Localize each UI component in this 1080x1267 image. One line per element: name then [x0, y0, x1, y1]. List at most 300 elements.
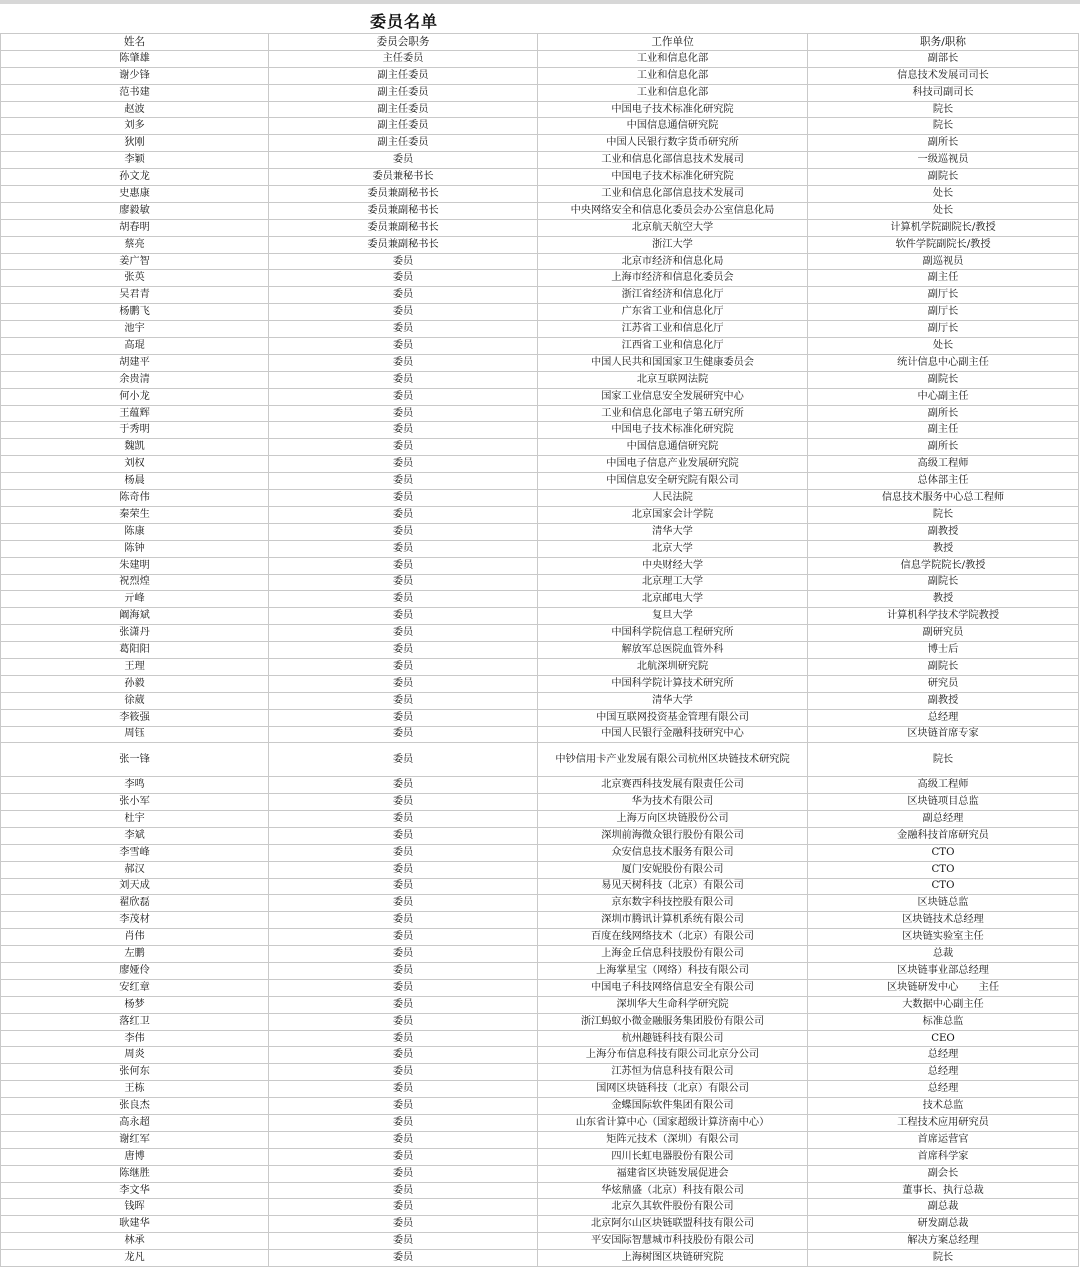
table-row [1, 253, 1079, 270]
cell-committee-role: 委员 [269, 1115, 538, 1132]
cell-position: 副厅长 [808, 321, 1079, 338]
table-row [1, 878, 1079, 895]
cell-committee-role: 委员 [269, 1064, 538, 1081]
cell-organization: 北京久其软件股份有限公司 [538, 1199, 808, 1216]
cell-committee-role: 委员 [269, 675, 538, 692]
cell-name: 秦荣生 [1, 506, 269, 523]
table-row [1, 371, 1079, 388]
cell-organization: 上海金丘信息科技股份有限公司 [538, 946, 808, 963]
table-row [1, 101, 1079, 118]
cell-name: 张英 [1, 270, 269, 287]
cell-position: CTO [808, 861, 1079, 878]
cell-committee-role: 委员 [269, 658, 538, 675]
cell-position: 首席运营官 [808, 1131, 1079, 1148]
cell-position: 副教授 [808, 692, 1079, 709]
table-row [1, 1199, 1079, 1216]
cell-organization: 京东数字科技控股有限公司 [538, 895, 808, 912]
cell-organization: 金蝶国际软件集团有限公司 [538, 1098, 808, 1115]
cell-position: 副主任 [808, 270, 1079, 287]
cell-organization: 国网区块链科技（北京）有限公司 [538, 1081, 808, 1098]
cell-name: 蔡亮 [1, 236, 269, 253]
table-row [1, 405, 1079, 422]
cell-position: 副教授 [808, 523, 1079, 540]
cell-organization: 矩阵元技术（深圳）有限公司 [538, 1131, 808, 1148]
cell-committee-role: 委员 [269, 844, 538, 861]
cell-name: 安红章 [1, 979, 269, 996]
committee-members-table [0, 33, 1079, 1267]
cell-position: 院长 [808, 118, 1079, 135]
cell-position: 院长 [808, 506, 1079, 523]
cell-committee-role: 委员 [269, 709, 538, 726]
table-row [1, 506, 1079, 523]
cell-organization: 浙江省经济和信息化厅 [538, 287, 808, 304]
table-row [1, 354, 1079, 371]
cell-committee-role: 委员 [269, 1013, 538, 1030]
cell-committee-role: 委员 [269, 1165, 538, 1182]
cell-name: 何小龙 [1, 388, 269, 405]
cell-name: 李颖 [1, 152, 269, 169]
table-row [1, 135, 1079, 152]
cell-organization: 解放军总医院血管外科 [538, 642, 808, 659]
table-row [1, 1098, 1079, 1115]
cell-committee-role: 委员 [269, 506, 538, 523]
cell-organization: 中钞信用卡产业发展有限公司杭州区块链技术研究院 [538, 743, 808, 777]
cell-name: 杨鹏飞 [1, 304, 269, 321]
cell-organization: 中国电子科技网络信息安全有限公司 [538, 979, 808, 996]
cell-name: 陈奇伟 [1, 490, 269, 507]
cell-name: 肖伟 [1, 929, 269, 946]
cell-organization: 中央网络安全和信息化委员会办公室信息化局 [538, 202, 808, 219]
cell-name: 林承 [1, 1233, 269, 1250]
cell-name: 王栋 [1, 1081, 269, 1098]
table-row [1, 709, 1079, 726]
cell-organization: 清华大学 [538, 523, 808, 540]
cell-committee-role: 委员兼副秘书长 [269, 236, 538, 253]
cell-position: 副巡视员 [808, 253, 1079, 270]
cell-organization: 北京理工大学 [538, 574, 808, 591]
cell-name: 张良杰 [1, 1098, 269, 1115]
cell-organization: 中国电子技术标准化研究院 [538, 422, 808, 439]
table-row [1, 118, 1079, 135]
cell-organization: 易见天树科技（北京）有限公司 [538, 878, 808, 895]
cell-position: 院长 [808, 101, 1079, 118]
cell-position: 处长 [808, 338, 1079, 355]
cell-organization: 国家工业信息安全发展研究中心 [538, 388, 808, 405]
table-row [1, 1148, 1079, 1165]
header-organization: 工作单位 [538, 34, 808, 51]
cell-name: 谢红军 [1, 1131, 269, 1148]
cell-position: 计算机学院副院长/教授 [808, 219, 1079, 236]
cell-position: 院长 [808, 743, 1079, 777]
cell-organization: 工业和信息化部电子第五研究所 [538, 405, 808, 422]
cell-committee-role: 委员 [269, 1216, 538, 1233]
cell-committee-role: 委员 [269, 540, 538, 557]
table-row [1, 456, 1079, 473]
cell-organization: 工业和信息化部信息技术发展司 [538, 186, 808, 203]
table-row [1, 810, 1079, 827]
table-row [1, 50, 1079, 67]
table-row [1, 202, 1079, 219]
cell-committee-role: 委员 [269, 354, 538, 371]
cell-organization: 工业和信息化部信息技术发展司 [538, 152, 808, 169]
cell-name: 高永超 [1, 1115, 269, 1132]
table-row [1, 827, 1079, 844]
cell-name: 杜宇 [1, 810, 269, 827]
cell-position: 区块链技术总经理 [808, 912, 1079, 929]
table-row [1, 608, 1079, 625]
cell-organization: 中国信息通信研究院 [538, 439, 808, 456]
cell-position: 副总裁 [808, 1199, 1079, 1216]
cell-committee-role: 委员 [269, 1131, 538, 1148]
table-row [1, 321, 1079, 338]
cell-organization: 江苏省工业和信息化厅 [538, 321, 808, 338]
cell-position: 区块链实验室主任 [808, 929, 1079, 946]
cell-position: 区块链项目总监 [808, 794, 1079, 811]
table-row [1, 1047, 1079, 1064]
cell-position: 教授 [808, 540, 1079, 557]
cell-position: 博士后 [808, 642, 1079, 659]
cell-committee-role: 委员 [269, 1047, 538, 1064]
cell-name: 阚海斌 [1, 608, 269, 625]
table-row [1, 186, 1079, 203]
cell-organization: 平安国际智慧城市科技股份有限公司 [538, 1233, 808, 1250]
table-row [1, 338, 1079, 355]
cell-name: 陈钟 [1, 540, 269, 557]
table-row [1, 1131, 1079, 1148]
table-row [1, 929, 1079, 946]
cell-position: 计算机科学技术学院教授 [808, 608, 1079, 625]
cell-organization: 中国科学院信息工程研究所 [538, 625, 808, 642]
cell-position: 总裁 [808, 946, 1079, 963]
cell-organization: 华为技术有限公司 [538, 794, 808, 811]
cell-position: 院长 [808, 1250, 1079, 1267]
cell-position: 金融科技首席研究员 [808, 827, 1079, 844]
table-row [1, 895, 1079, 912]
cell-committee-role: 委员 [269, 557, 538, 574]
cell-name: 李文华 [1, 1182, 269, 1199]
table-row [1, 1064, 1079, 1081]
cell-name: 祝烈煌 [1, 574, 269, 591]
table-row [1, 777, 1079, 794]
cell-name: 孙文龙 [1, 169, 269, 186]
cell-position: 副院长 [808, 371, 1079, 388]
cell-name: 狄刚 [1, 135, 269, 152]
table-header-row [1, 34, 1079, 51]
table-row [1, 963, 1079, 980]
cell-position: 技术总监 [808, 1098, 1079, 1115]
cell-name: 张小军 [1, 794, 269, 811]
cell-committee-role: 委员 [269, 591, 538, 608]
cell-committee-role: 副主任委员 [269, 118, 538, 135]
cell-name: 魏凯 [1, 439, 269, 456]
cell-position: 区块链事业部总经理 [808, 963, 1079, 980]
cell-organization: 工业和信息化部 [538, 67, 808, 84]
cell-organization: 中国人民银行金融科技研究中心 [538, 726, 808, 743]
cell-position: 研究员 [808, 675, 1079, 692]
cell-position: 教授 [808, 591, 1079, 608]
cell-name: 徐葳 [1, 692, 269, 709]
cell-committee-role: 委员 [269, 642, 538, 659]
cell-committee-role: 委员 [269, 456, 538, 473]
cell-name: 杨晨 [1, 473, 269, 490]
table-row [1, 1250, 1079, 1267]
cell-name: 左鹏 [1, 946, 269, 963]
cell-committee-role: 副主任委员 [269, 135, 538, 152]
cell-organization: 清华大学 [538, 692, 808, 709]
cell-position: 副所长 [808, 135, 1079, 152]
cell-committee-role: 委员 [269, 946, 538, 963]
cell-committee-role: 委员 [269, 1233, 538, 1250]
cell-name: 李茂材 [1, 912, 269, 929]
table-row [1, 996, 1079, 1013]
table-row [1, 946, 1079, 963]
cell-position: CTO [808, 844, 1079, 861]
cell-committee-role: 委员 [269, 1182, 538, 1199]
cell-name: 唐博 [1, 1148, 269, 1165]
cell-position: 高级工程师 [808, 456, 1079, 473]
cell-committee-role: 委员 [269, 1199, 538, 1216]
table-row [1, 473, 1079, 490]
table-row [1, 270, 1079, 287]
cell-name: 耿建华 [1, 1216, 269, 1233]
cell-committee-role: 委员 [269, 979, 538, 996]
cell-name: 李筱强 [1, 709, 269, 726]
cell-organization: 江苏恒为信息科技有限公司 [538, 1064, 808, 1081]
cell-organization: 中国电子技术标准化研究院 [538, 101, 808, 118]
cell-position: 副所长 [808, 405, 1079, 422]
header-committee-role: 委员会职务 [269, 34, 538, 51]
cell-organization: 北京大学 [538, 540, 808, 557]
cell-organization: 上海万向区块链股份公司 [538, 810, 808, 827]
table-row [1, 67, 1079, 84]
cell-organization: 中国信息安全研究院有限公司 [538, 473, 808, 490]
cell-name: 范书建 [1, 84, 269, 101]
cell-position: 副院长 [808, 658, 1079, 675]
cell-committee-role: 委员 [269, 608, 538, 625]
table-row [1, 675, 1079, 692]
cell-committee-role: 委员 [269, 338, 538, 355]
table-row [1, 422, 1079, 439]
cell-organization: 北京赛西科技发展有限责任公司 [538, 777, 808, 794]
table-row [1, 642, 1079, 659]
table-row [1, 1081, 1079, 1098]
cell-organization: 中国科学院计算技术研究所 [538, 675, 808, 692]
cell-name: 高琨 [1, 338, 269, 355]
cell-committee-role: 委员 [269, 1098, 538, 1115]
cell-position: 副研究员 [808, 625, 1079, 642]
table-row [1, 912, 1079, 929]
cell-name: 张潇丹 [1, 625, 269, 642]
cell-position: 一级巡视员 [808, 152, 1079, 169]
cell-organization: 上海分布信息科技有限公司北京分公司 [538, 1047, 808, 1064]
cell-position: 副厅长 [808, 304, 1079, 321]
table-row [1, 1182, 1079, 1199]
cell-committee-role: 委员 [269, 861, 538, 878]
table-row [1, 388, 1079, 405]
cell-name: 李鸣 [1, 777, 269, 794]
cell-organization: 华炫鼎盛（北京）科技有限公司 [538, 1182, 808, 1199]
cell-committee-role: 委员 [269, 794, 538, 811]
cell-position: 总经理 [808, 709, 1079, 726]
cell-position: 董事长、执行总裁 [808, 1182, 1079, 1199]
cell-organization: 中国人民共和国国家卫生健康委员会 [538, 354, 808, 371]
cell-position: 标准总监 [808, 1013, 1079, 1030]
cell-committee-role: 委员 [269, 490, 538, 507]
cell-position: 总经理 [808, 1064, 1079, 1081]
table-row [1, 1233, 1079, 1250]
table-row [1, 1216, 1079, 1233]
table-row [1, 844, 1079, 861]
cell-organization: 厦门安妮股份有限公司 [538, 861, 808, 878]
cell-organization: 复旦大学 [538, 608, 808, 625]
header-position: 职务/职称 [808, 34, 1079, 51]
cell-committee-role: 委员 [269, 523, 538, 540]
cell-name: 落红卫 [1, 1013, 269, 1030]
table-body [1, 34, 1079, 1267]
cell-organization: 深圳华大生命科学研究院 [538, 996, 808, 1013]
cell-name: 陈继胜 [1, 1165, 269, 1182]
cell-committee-role: 副主任委员 [269, 67, 538, 84]
cell-name: 池宇 [1, 321, 269, 338]
cell-position: 信息技术发展司司长 [808, 67, 1079, 84]
cell-committee-role: 委员 [269, 692, 538, 709]
header-name: 姓名 [1, 34, 269, 51]
cell-organization: 中国互联网投资基金管理有限公司 [538, 709, 808, 726]
table-row [1, 591, 1079, 608]
cell-position: 科技司副司长 [808, 84, 1079, 101]
cell-organization: 江西省工业和信息化厅 [538, 338, 808, 355]
cell-position: 工程技术应用研究员 [808, 1115, 1079, 1132]
cell-name: 亓峰 [1, 591, 269, 608]
cell-organization: 上海树图区块链研究院 [538, 1250, 808, 1267]
cell-committee-role: 委员 [269, 912, 538, 929]
cell-committee-role: 委员 [269, 878, 538, 895]
cell-name: 胡建平 [1, 354, 269, 371]
cell-position: 研发副总裁 [808, 1216, 1079, 1233]
cell-position: 副主任 [808, 422, 1079, 439]
cell-organization: 工业和信息化部 [538, 50, 808, 67]
cell-committee-role: 副主任委员 [269, 84, 538, 101]
cell-name: 赵波 [1, 101, 269, 118]
table-row [1, 236, 1079, 253]
cell-committee-role: 副主任委员 [269, 101, 538, 118]
page-title: 委员名单 [370, 12, 439, 31]
cell-position: 软件学院副院长/教授 [808, 236, 1079, 253]
cell-organization: 四川长虹电器股份有限公司 [538, 1148, 808, 1165]
cell-name: 钱晖 [1, 1199, 269, 1216]
cell-name: 葛阳阳 [1, 642, 269, 659]
cell-name: 王蕴辉 [1, 405, 269, 422]
cell-name: 刘天成 [1, 878, 269, 895]
cell-position: 区块链总监 [808, 895, 1079, 912]
cell-position: 区块链首席专家 [808, 726, 1079, 743]
cell-committee-role: 委员兼副秘书长 [269, 202, 538, 219]
cell-committee-role: 委员 [269, 473, 538, 490]
table-row [1, 861, 1079, 878]
table-row [1, 1013, 1079, 1030]
cell-committee-role: 委员兼副秘书长 [269, 186, 538, 203]
cell-committee-role: 委员兼副秘书长 [269, 219, 538, 236]
table-row [1, 625, 1079, 642]
cell-committee-role: 主任委员 [269, 50, 538, 67]
cell-name: 周炎 [1, 1047, 269, 1064]
table-row [1, 523, 1079, 540]
cell-organization: 北京市经济和信息化局 [538, 253, 808, 270]
cell-name: 李雪峰 [1, 844, 269, 861]
cell-position: 总经理 [808, 1047, 1079, 1064]
cell-position: 首席科学家 [808, 1148, 1079, 1165]
cell-organization: 深圳前海微众银行股份有限公司 [538, 827, 808, 844]
table-row [1, 1030, 1079, 1047]
cell-name: 陈康 [1, 523, 269, 540]
table-row [1, 152, 1079, 169]
cell-position: 区块链研发中心 主任 [808, 979, 1079, 996]
table-row [1, 1115, 1079, 1132]
cell-position: 中心副主任 [808, 388, 1079, 405]
cell-position: 信息技术服务中心总工程师 [808, 490, 1079, 507]
cell-organization: 上海掌星宝（网络）科技有限公司 [538, 963, 808, 980]
table-row [1, 540, 1079, 557]
cell-name: 吴君青 [1, 287, 269, 304]
cell-committee-role: 委员 [269, 270, 538, 287]
cell-name: 余贵清 [1, 371, 269, 388]
table-row [1, 574, 1079, 591]
cell-name: 姜广智 [1, 253, 269, 270]
cell-name: 李伟 [1, 1030, 269, 1047]
cell-organization: 中央财经大学 [538, 557, 808, 574]
cell-name: 翟欣磊 [1, 895, 269, 912]
cell-committee-role: 委员 [269, 726, 538, 743]
cell-position: CEO [808, 1030, 1079, 1047]
table-row [1, 743, 1079, 777]
cell-organization: 中国电子技术标准化研究院 [538, 169, 808, 186]
cell-position: 副院长 [808, 574, 1079, 591]
table-row [1, 490, 1079, 507]
cell-name: 廖毅敏 [1, 202, 269, 219]
cell-organization: 福建省区块链发展促进会 [538, 1165, 808, 1182]
cell-organization: 浙江大学 [538, 236, 808, 253]
cell-committee-role: 委员 [269, 810, 538, 827]
cell-organization: 广东省工业和信息化厅 [538, 304, 808, 321]
cell-name: 周钰 [1, 726, 269, 743]
cell-organization: 百度在线网络技术（北京）有限公司 [538, 929, 808, 946]
table-row [1, 169, 1079, 186]
cell-name: 李斌 [1, 827, 269, 844]
cell-committee-role: 委员 [269, 574, 538, 591]
cell-committee-role: 委员 [269, 1081, 538, 1098]
table-row [1, 439, 1079, 456]
cell-committee-role: 委员兼秘书长 [269, 169, 538, 186]
cell-name: 张一锋 [1, 743, 269, 777]
cell-committee-role: 委员 [269, 827, 538, 844]
cell-name: 王理 [1, 658, 269, 675]
cell-organization: 北京互联网法院 [538, 371, 808, 388]
cell-committee-role: 委员 [269, 743, 538, 777]
cell-organization: 北京航天航空大学 [538, 219, 808, 236]
cell-committee-role: 委员 [269, 1030, 538, 1047]
cell-committee-role: 委员 [269, 895, 538, 912]
cell-name: 胡春明 [1, 219, 269, 236]
cell-committee-role: 委员 [269, 625, 538, 642]
cell-position: 总经理 [808, 1081, 1079, 1098]
cell-name: 刘权 [1, 456, 269, 473]
cell-name: 刘多 [1, 118, 269, 135]
table-row [1, 794, 1079, 811]
cell-position: 副厅长 [808, 287, 1079, 304]
table-row [1, 304, 1079, 321]
cell-name: 廖娅伶 [1, 963, 269, 980]
cell-committee-role: 委员 [269, 1148, 538, 1165]
